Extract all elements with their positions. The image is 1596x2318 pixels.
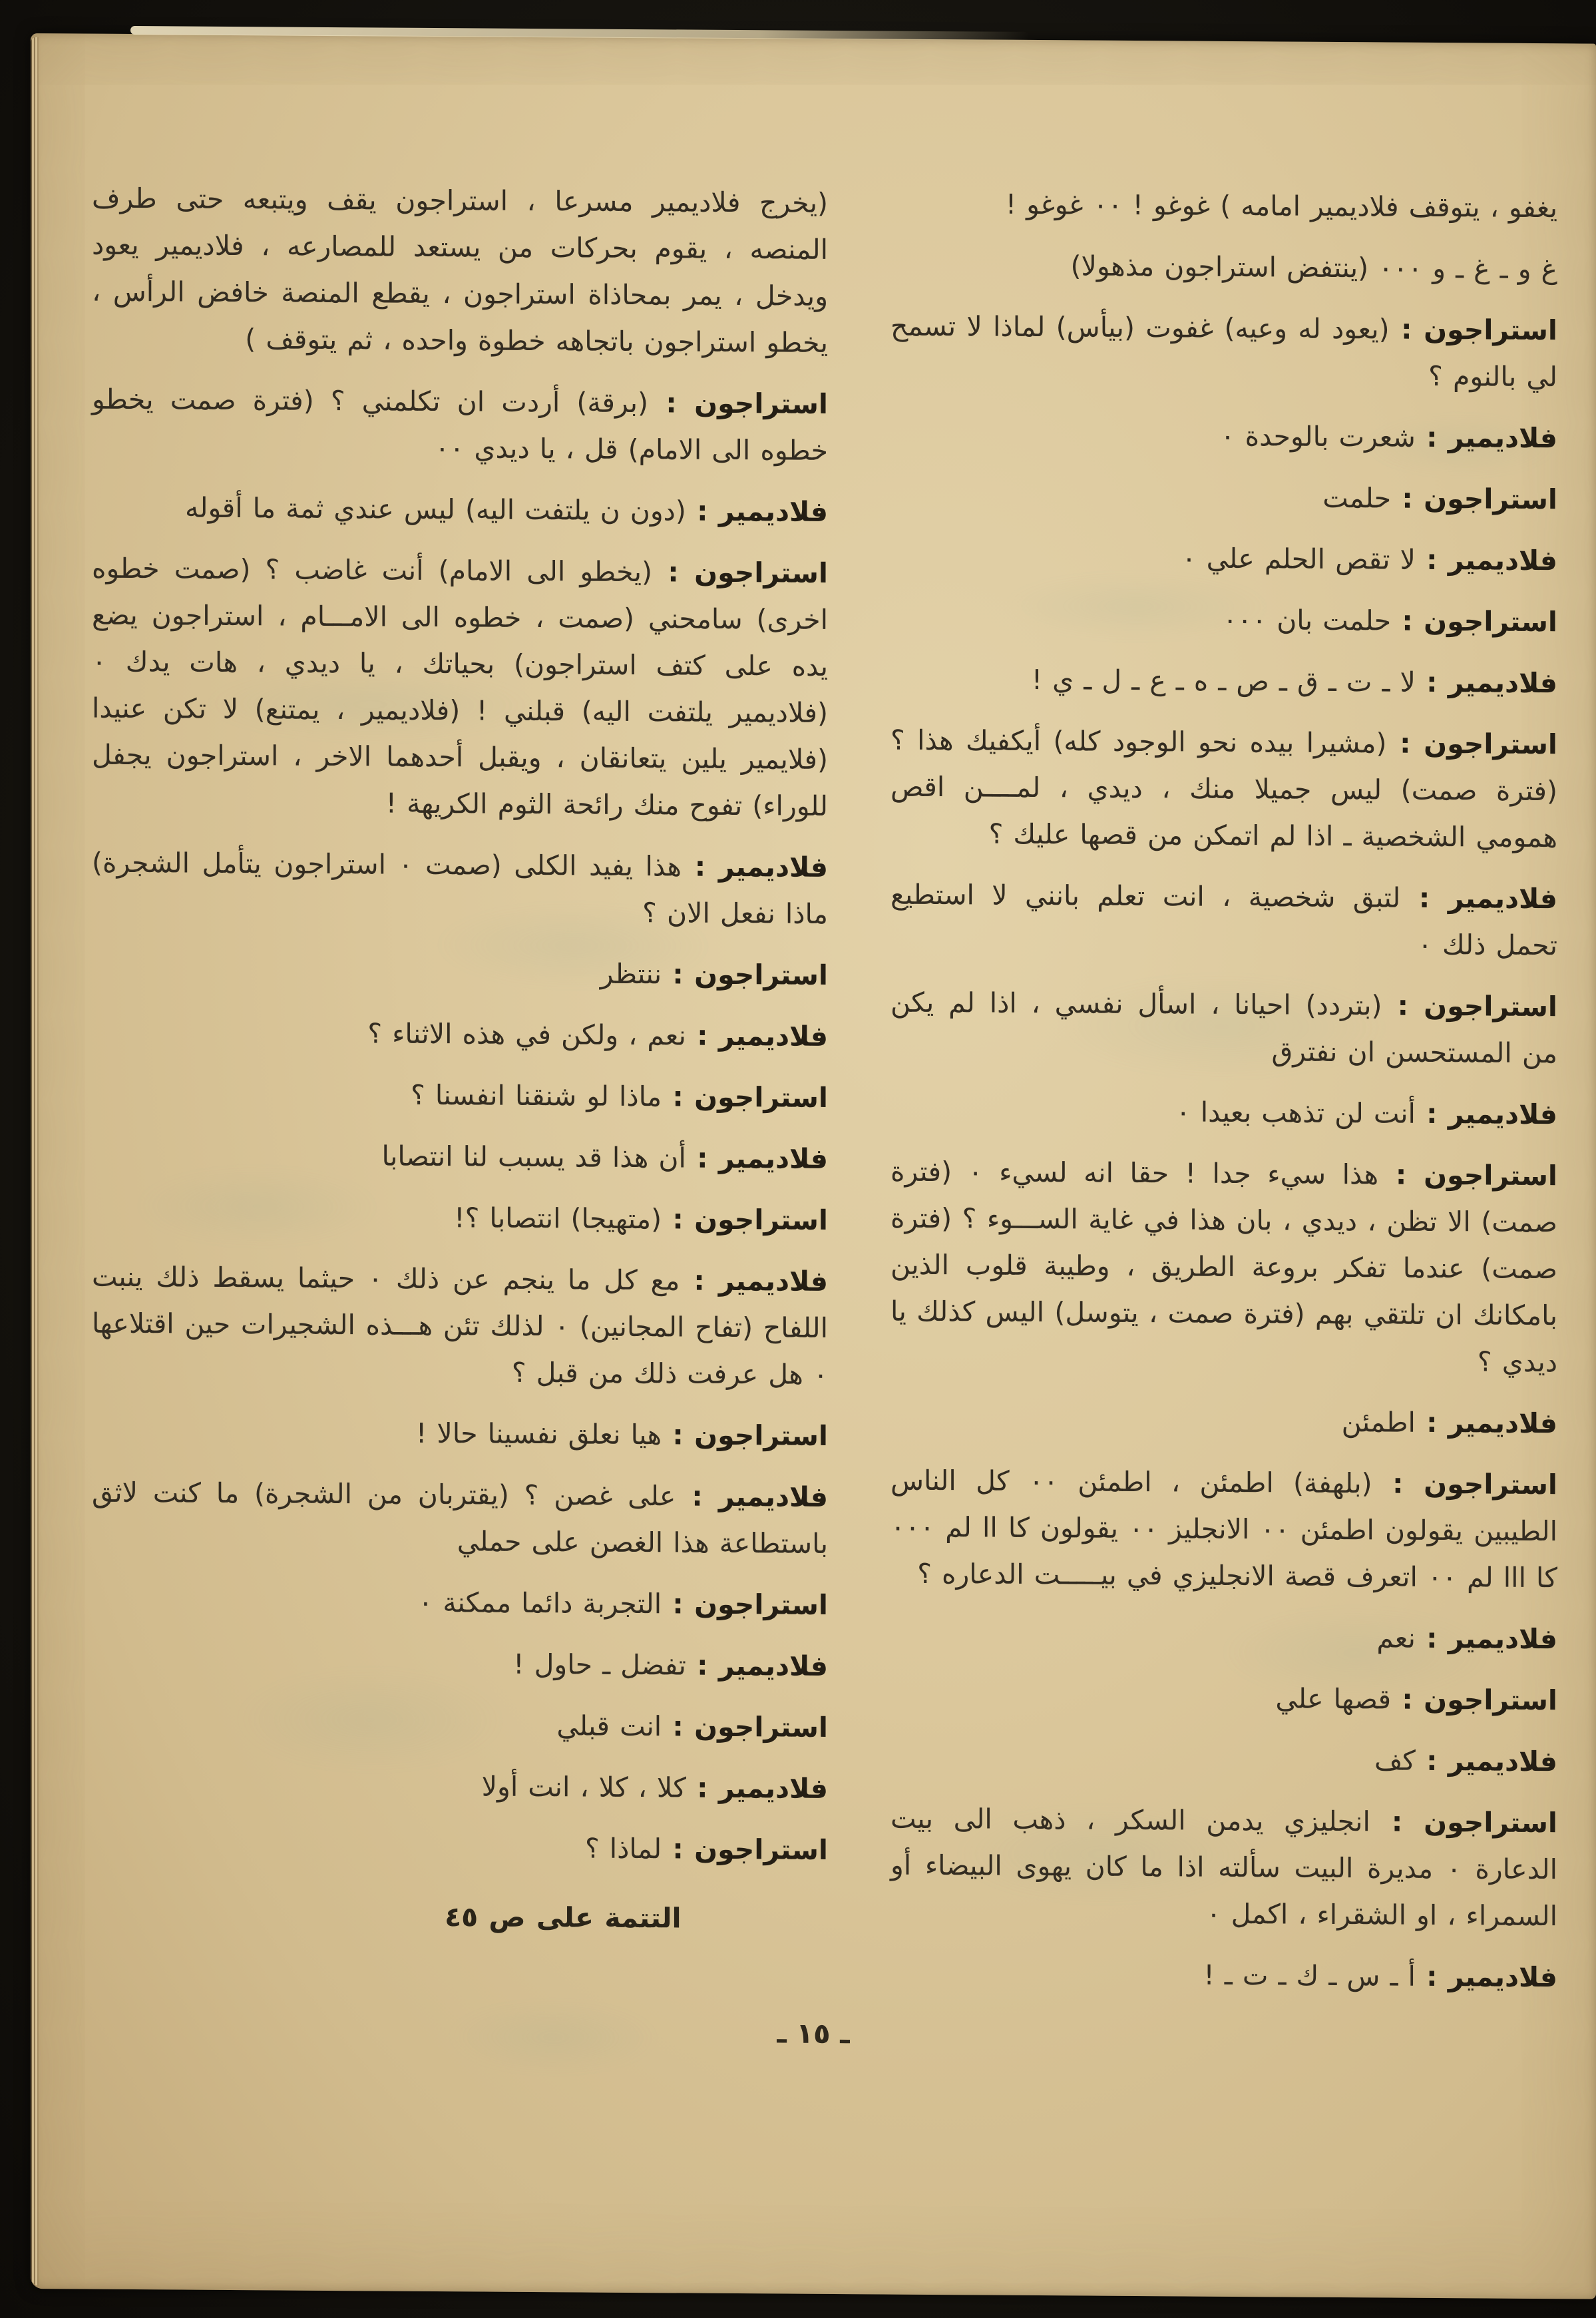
dialogue-text: نعم ، ولكن في هذه الاثناء ؟ [367, 1017, 686, 1052]
dialogue-paragraph [891, 1087, 1557, 1138]
dialogue-paragraph [92, 1577, 828, 1628]
dialogue-text: حلمت [1322, 481, 1392, 515]
dialogue-text: (بلهفة) اطمئن ، اطمئن ٠٠ كل الناس الطيبين يقولون اطمئن ٠٠ الانجليز ٠٠ يقولون كا اا لم ٠٠٠ كا ااا لم ٠٠ اتعرف قصة الانجليزي في بيـــــت الدعاره ؟ [891, 1464, 1557, 1594]
dialogue-paragraph [891, 1950, 1557, 2001]
dialogue-text: أ ـ س ـ ك ـ ت ـ ! [1203, 1959, 1416, 1992]
dialogue-text: لماذا ؟ [584, 1832, 662, 1865]
dialogue-paragraph [891, 1795, 1557, 1940]
speaker-name: استراجون : [1389, 313, 1557, 347]
dialogue-text: انت قبلي [556, 1710, 662, 1743]
speaker-name: استراجون : [1382, 989, 1557, 1023]
speaker-name: استراجون : [1391, 604, 1557, 638]
dialogue-paragraph [92, 1131, 828, 1182]
dialogue-paragraph [92, 545, 828, 829]
dialogue-text: نعم [1376, 1622, 1416, 1654]
speaker-name: استراجون : [1391, 482, 1557, 516]
dialogue-paragraph [891, 303, 1557, 401]
dialogue-text: (يخطو الى الامام) أنت غاضب ؟ (صمت خطوه اخرى) سامحني (صمت ، خطوه الى الامـــام ، استراجون يضع يده على كتف استراجون) بحياتك ، يا ديدي ، هات يدك ٠ (فلاديمير يلتفت اليه) قبلني ! (فلاديمير ، يمتنع) لا تكن عنيدا (فلايمير يلين يتعانقان ، ويقبل أحدهما الاخر ، استراجون يجفل للوراء) تفوح منك رائحة الثوم الكريهة ! [92, 552, 828, 822]
dialogue-paragraph [891, 979, 1557, 1077]
dialogue-text: (مشيرا بيده نحو الوجود كله) أيكفيك هذا ؟ (فترة صمت) ليس جميلا منك ، ديدي ، لمــــن اقص همومي الشخصية ـ اذا لم اتمكن من قصها عليك ؟ [891, 724, 1557, 854]
dialogue-text: قصها علي [1275, 1682, 1392, 1716]
dialogue-paragraph [92, 1070, 828, 1121]
speaker-name: فلاديمير : [686, 495, 828, 528]
dialogue-paragraph [891, 717, 1557, 861]
dialogue-text: ماذا لو شنقنا انفسنا ؟ [411, 1078, 662, 1113]
dialogue-text: أنت لن تذهب بعيدا ٠ [1175, 1096, 1416, 1130]
dialogue-text: مع كل ما ينجم عن ذلك ٠ حيثما يسقط ذلك ينبت اللفاح (تفاح المجانين) ٠ لذلك تئن هـــذه الشجيرات حين اقتلاعها ٠ هل عرفت ذلك من قبل ؟ [92, 1260, 828, 1391]
dialogue-paragraph [92, 839, 828, 937]
dialogue-text: على غصن ؟ (يقتربان من الشجرة) ما كنت لاثق باستطاعة هذا الغصن على حملي [92, 1476, 828, 1560]
dialogue-text: (متهيجا) انتصابا ؟! [454, 1202, 662, 1236]
dialogue-paragraph [92, 1408, 828, 1459]
speaker-name: فلاديمير : [686, 1142, 828, 1175]
speaker-name: فلاديمير : [1415, 1406, 1557, 1440]
speaker-name: استراجون : [662, 1710, 828, 1743]
speaker-name: فلاديمير : [1415, 666, 1557, 700]
speaker-name: استراجون : [662, 1833, 828, 1866]
dialogue-paragraph [92, 1761, 828, 1812]
dialogue-text: غ و ـ غ ـ و ٠٠٠ (ينتفض استراجون مذهولا) [1070, 250, 1557, 286]
speaker-name: استراجون : [1378, 1158, 1557, 1192]
speaker-name: فلاديمير : [1415, 543, 1557, 577]
dialogue-paragraph [92, 1469, 828, 1567]
dialogue-text: أن هذا قد يسبب لنا انتصابا [381, 1140, 686, 1174]
dialogue-text: هذا سيء جدا ! حقا انه لسيء ٠ (فترة صمت) الا تظن ، ديدي ، بان هذا في غاية الســـوء ؟ (فترة صمت) عندما تفكر بروعة الطريق ، وطيبة قلوب الذين بامكانك ان تلتقي بهم (فترة صمت ، يتوسل) اليس كذلك يا ديدي ؟ [891, 1155, 1557, 1379]
speaker-name: فلاديمير : [686, 1649, 828, 1682]
dialogue-text: كف [1374, 1744, 1416, 1777]
magazine-page [31, 33, 1596, 2299]
speaker-name: استراجون : [652, 556, 828, 589]
dialogue-text: (يعود له وعيه) غفوت (بيأس) لماذا لا تسمح لي بالنوم ؟ [891, 310, 1557, 393]
stage-direction-paragraph [891, 242, 1557, 293]
speaker-name: فلاديمير : [1415, 421, 1557, 455]
dialogue-text: هذا يفيد الكلى (صمت ٠ استراجون يتأمل الشجرة) ماذا نفعل الان ؟ [92, 846, 828, 930]
dialogue-text: لتبق شخصية ، انت تعلم بانني لا استطيع تحمل ذلك ٠ [891, 878, 1557, 962]
dialogue-text: انجليزي يدمن السكر ، ذهب الى بيت الدعارة ٠ مديرة البيت سألته اذا ما كان يهوى البيضاء أو السمراء ، او الشقراء ، اكمل ٠ [891, 1802, 1557, 1933]
speaker-name: استراجون : [662, 1203, 828, 1236]
dialogue-paragraph [92, 1254, 828, 1398]
dialogue-paragraph [891, 1673, 1557, 1724]
dialogue-text: لا ـ ت ـ ق ـ ص ـ ه ـ ع ـ ل ـ ي ! [1031, 663, 1416, 698]
dialogue-column-left [92, 175, 828, 1943]
speaker-name: فلاديمير : [676, 1480, 828, 1513]
dialogue-paragraph [891, 1457, 1557, 1602]
speaker-name: استراجون : [662, 1080, 828, 1114]
dialogue-text: حلمت بان ٠٠٠ [1223, 603, 1392, 637]
dialogue-paragraph [891, 656, 1557, 707]
dialogue-paragraph [92, 1009, 828, 1060]
speaker-name: فلاديمير : [682, 850, 828, 883]
speaker-name: فلاديمير : [680, 1264, 829, 1297]
dialogue-paragraph [891, 594, 1557, 646]
speaker-name: فلاديمير : [1415, 1622, 1557, 1656]
dialogue-paragraph [891, 871, 1557, 969]
dialogue-paragraph [92, 376, 828, 474]
dialogue-paragraph [891, 1396, 1557, 1447]
speaker-name: استراجون : [1370, 1805, 1557, 1839]
stage-direction-paragraph [891, 180, 1557, 232]
dialogue-paragraph [92, 947, 828, 999]
dialogue-paragraph [891, 533, 1557, 584]
dialogue-text: اطمئن [1341, 1406, 1416, 1439]
continuation-note: التتمة على ص ٤٥ [445, 1901, 682, 1935]
dialogue-text: (دون ن يلتفت اليه) ليس عندي ثمة ما أقوله [185, 491, 686, 527]
speaker-name: استراجون : [662, 1419, 828, 1452]
dialogue-paragraph [92, 1822, 828, 1873]
speaker-name: فلاديمير : [1400, 881, 1557, 915]
stage-direction-paragraph [92, 175, 828, 366]
speaker-name: فلاديمير : [1415, 1960, 1557, 1994]
dialogue-paragraph [891, 1148, 1557, 1386]
speaker-name: فلاديمير : [686, 1771, 828, 1805]
dialogue-text: لا تقص الحلم علي ٠ [1181, 542, 1416, 576]
speaker-name: استراجون : [1372, 1467, 1557, 1501]
dialogue-paragraph [891, 1612, 1557, 1663]
dialogue-column-right [891, 180, 1557, 2016]
speaker-name: فلاديمير : [1415, 1097, 1557, 1131]
dialogue-text: يغفو ، يتوقف فلاديمير امامه ) غوغو ! ٠٠ غوغو ! [1005, 188, 1557, 224]
dialogue-text: (بتردد) احيانا ، اسأل نفسي ، اذا لم يكن من المستحسن ان نفترق [891, 986, 1557, 1070]
dialogue-paragraph [92, 1192, 828, 1244]
dialogue-paragraph [891, 411, 1557, 462]
speaker-name: استراجون : [662, 1588, 828, 1621]
dialogue-paragraph [891, 472, 1557, 523]
dialogue-text: (يخرج فلاديمير مسرعا ، استراجون يقف ويتبعه حتى طرف المنصه ، يقوم بحركات من يستعد للمصارعه ، فلاديمير يعود ويدخل ، يمر بمحاذاة استراجون ، يقطع المنصة خافض الرأس ، يخطو استراجون باتجاهه خطوة واحده ، ثم يتوقف ) [92, 182, 828, 359]
dialogue-paragraph [92, 1700, 828, 1751]
speaker-name: فلاديمير : [686, 1019, 828, 1052]
dialogue-paragraph [92, 484, 828, 535]
speaker-name: استراجون : [662, 958, 828, 991]
dialogue-text: (برقة) أردت ان تكلمني ؟ (فترة صمت يخطو خطوه الى الامام) قل ، يا ديدي ٠٠ [92, 383, 828, 467]
dialogue-text: كلا ، كلا ، انت أولا [481, 1770, 686, 1804]
dialogue-text: هيا نعلق نفسينا حالا ! [415, 1417, 662, 1451]
dialogue-text: شعرت بالوحدة ٠ [1220, 419, 1416, 453]
speaker-name: استراجون : [1391, 1683, 1557, 1717]
speaker-name: استراجون : [648, 387, 828, 420]
dialogue-text: ننتظر [600, 957, 662, 991]
dialogue-paragraph [92, 1638, 828, 1690]
dialogue-paragraph [891, 1734, 1557, 1785]
dialogue-text: التجربة دائما ممكنة ٠ [418, 1586, 662, 1620]
speaker-name: استراجون : [1386, 727, 1557, 761]
stacked-page-edges [31, 37, 41, 2286]
page-number: ـ ١٥ ـ [777, 2016, 850, 2050]
dialogue-text: تفضل ـ حاول ! [513, 1648, 686, 1682]
speaker-name: فلاديمير : [1415, 1744, 1557, 1778]
